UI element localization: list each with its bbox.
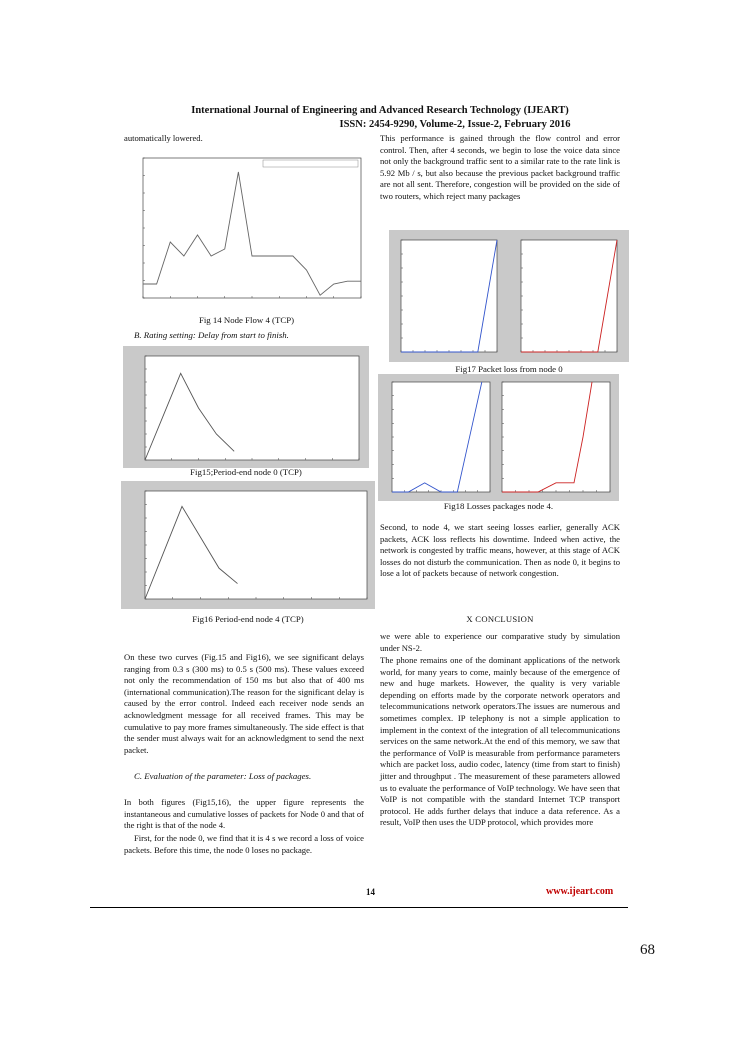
conclusion-heading: X CONCLUSION bbox=[466, 614, 534, 624]
fig17-frame bbox=[389, 230, 629, 362]
right-paragraph-3: we were able to experience our comparative study by simulation under NS-2. bbox=[380, 631, 620, 653]
footer-divider bbox=[90, 907, 628, 908]
right-paragraph-1: This performance is gained through the flow control and error control. Then, after 4 seconds, we begin to lose the voice data since not only the background traffic sent to a similar rate to the rate link is 5.92 Mb / s, but also because the previous packet background traffic are not all sent. Therefore, congestion will be provided on the side of two routers, which reject many packages bbox=[380, 133, 620, 201]
left-top-text: automatically lowered. bbox=[124, 133, 203, 143]
fig17-right-plot-area bbox=[521, 240, 617, 352]
fig15-frame bbox=[123, 346, 369, 468]
fig18-caption: Fig18 Losses packages node 4. bbox=[443, 501, 554, 511]
fig15-chart bbox=[123, 346, 369, 468]
fig15-plot-area bbox=[145, 356, 359, 460]
fig16-frame bbox=[121, 481, 375, 609]
fig14-plot-area bbox=[143, 158, 361, 298]
fig16-caption: Fig16 Period-end node 4 (TCP) bbox=[192, 614, 304, 624]
right-paragraph-2: Second, to node 4, we start seeing losses earlier, generally ACK packets, ACK loss reflects his downtime. Indeed when active, the network is congested by traffic means, however, at this stage of ACK losses do not disturb the communication. Then as node 0, it begins to lose a lot of packets because of network congestion. bbox=[380, 522, 620, 579]
right-paragraph-4: The phone remains one of the dominant applications of the network world, for many years to come, mainly because of the emergence of new and huge markets. However, the quality is very variable depending on efforts made by the corporate network operators and telecommunications network operators.The issues are numerous and sometimes complex. IP telephony is not a simple application to implement in the context of the integration of all telecommunications services on the same network.At the end of this memory, we saw that the performance of VoIP is measurable from performance parameters which are packet loss, audio codec, latency (time from start to finish) jitter and throughput . The measurement of these parameters allowed us to evaluate the performance of VoIP technology. We have seen that VoIP is not compatible with the standard Internet TCP transport protocol. He adds further delays that induce a data reference. As a result, VoIP then uses the UDP protocol, which provides more bbox=[380, 655, 620, 828]
subheading-b: B. Rating setting: Delay from start to finish. bbox=[134, 330, 289, 340]
fig17-caption: Fig17 Packet loss from node 0 bbox=[455, 364, 563, 374]
left-paragraph-2: In both figures (Fig15,16), the upper figure represents the instantaneous and cumulative losses of packets for Node 0 and that of the right is that of the node 4. bbox=[124, 797, 364, 831]
fig17-chart bbox=[389, 230, 629, 362]
fig18-frame bbox=[378, 374, 619, 501]
journal-title: International Journal of Engineering and Advanced Research Technology (IJEART) bbox=[191, 105, 569, 116]
fig16-plot-area bbox=[145, 491, 367, 599]
subheading-c: C. Evaluation of the parameter: Loss of packages. bbox=[134, 771, 312, 781]
fig17-left-plot-area bbox=[401, 240, 497, 352]
fig18-right-plot-area bbox=[502, 382, 610, 492]
fig18-chart bbox=[378, 374, 619, 501]
fig14-figure bbox=[123, 150, 368, 315]
page-number: 14 bbox=[366, 887, 375, 897]
issn-line: ISSN: 2454-9290, Volume-2, Issue-2, February 2016 bbox=[339, 119, 571, 130]
fig14-caption: Fig 14 Node Flow 4 (TCP) bbox=[198, 315, 295, 325]
fig15-caption: Fig15;Period-end node 0 (TCP) bbox=[190, 467, 302, 477]
left-paragraph-3: First, for the node 0, we find that it is 4 s we record a loss of voice packets. Before this time, the node 0 loses no package. bbox=[124, 833, 364, 855]
fig14-legend-box bbox=[263, 160, 358, 167]
left-paragraph-1: On these two curves (Fig.15 and Fig16), we see significant delays ranging from 0.3 s (300 ms) to 0.5 s (500 ms). These values exceed not only the recommendation of 150 ms but also that of 400 ms (international communication).The reason for the significant delay is caused by the error control. Indeed each receiver node sends an acknowledgment message for all received frames. This may be cumulative to pay more frames simultaneously. The side effect is that the sender must always wait for an acknowledgment to send the next packet. bbox=[124, 652, 364, 755]
journal-header bbox=[120, 104, 640, 132]
fig16-chart bbox=[121, 481, 375, 609]
fig18-left-plot-area bbox=[392, 382, 490, 492]
website-link[interactable]: www.ijeart.com bbox=[546, 886, 614, 897]
fig14-chart bbox=[123, 150, 368, 315]
sheet-number: 68 bbox=[640, 942, 655, 958]
